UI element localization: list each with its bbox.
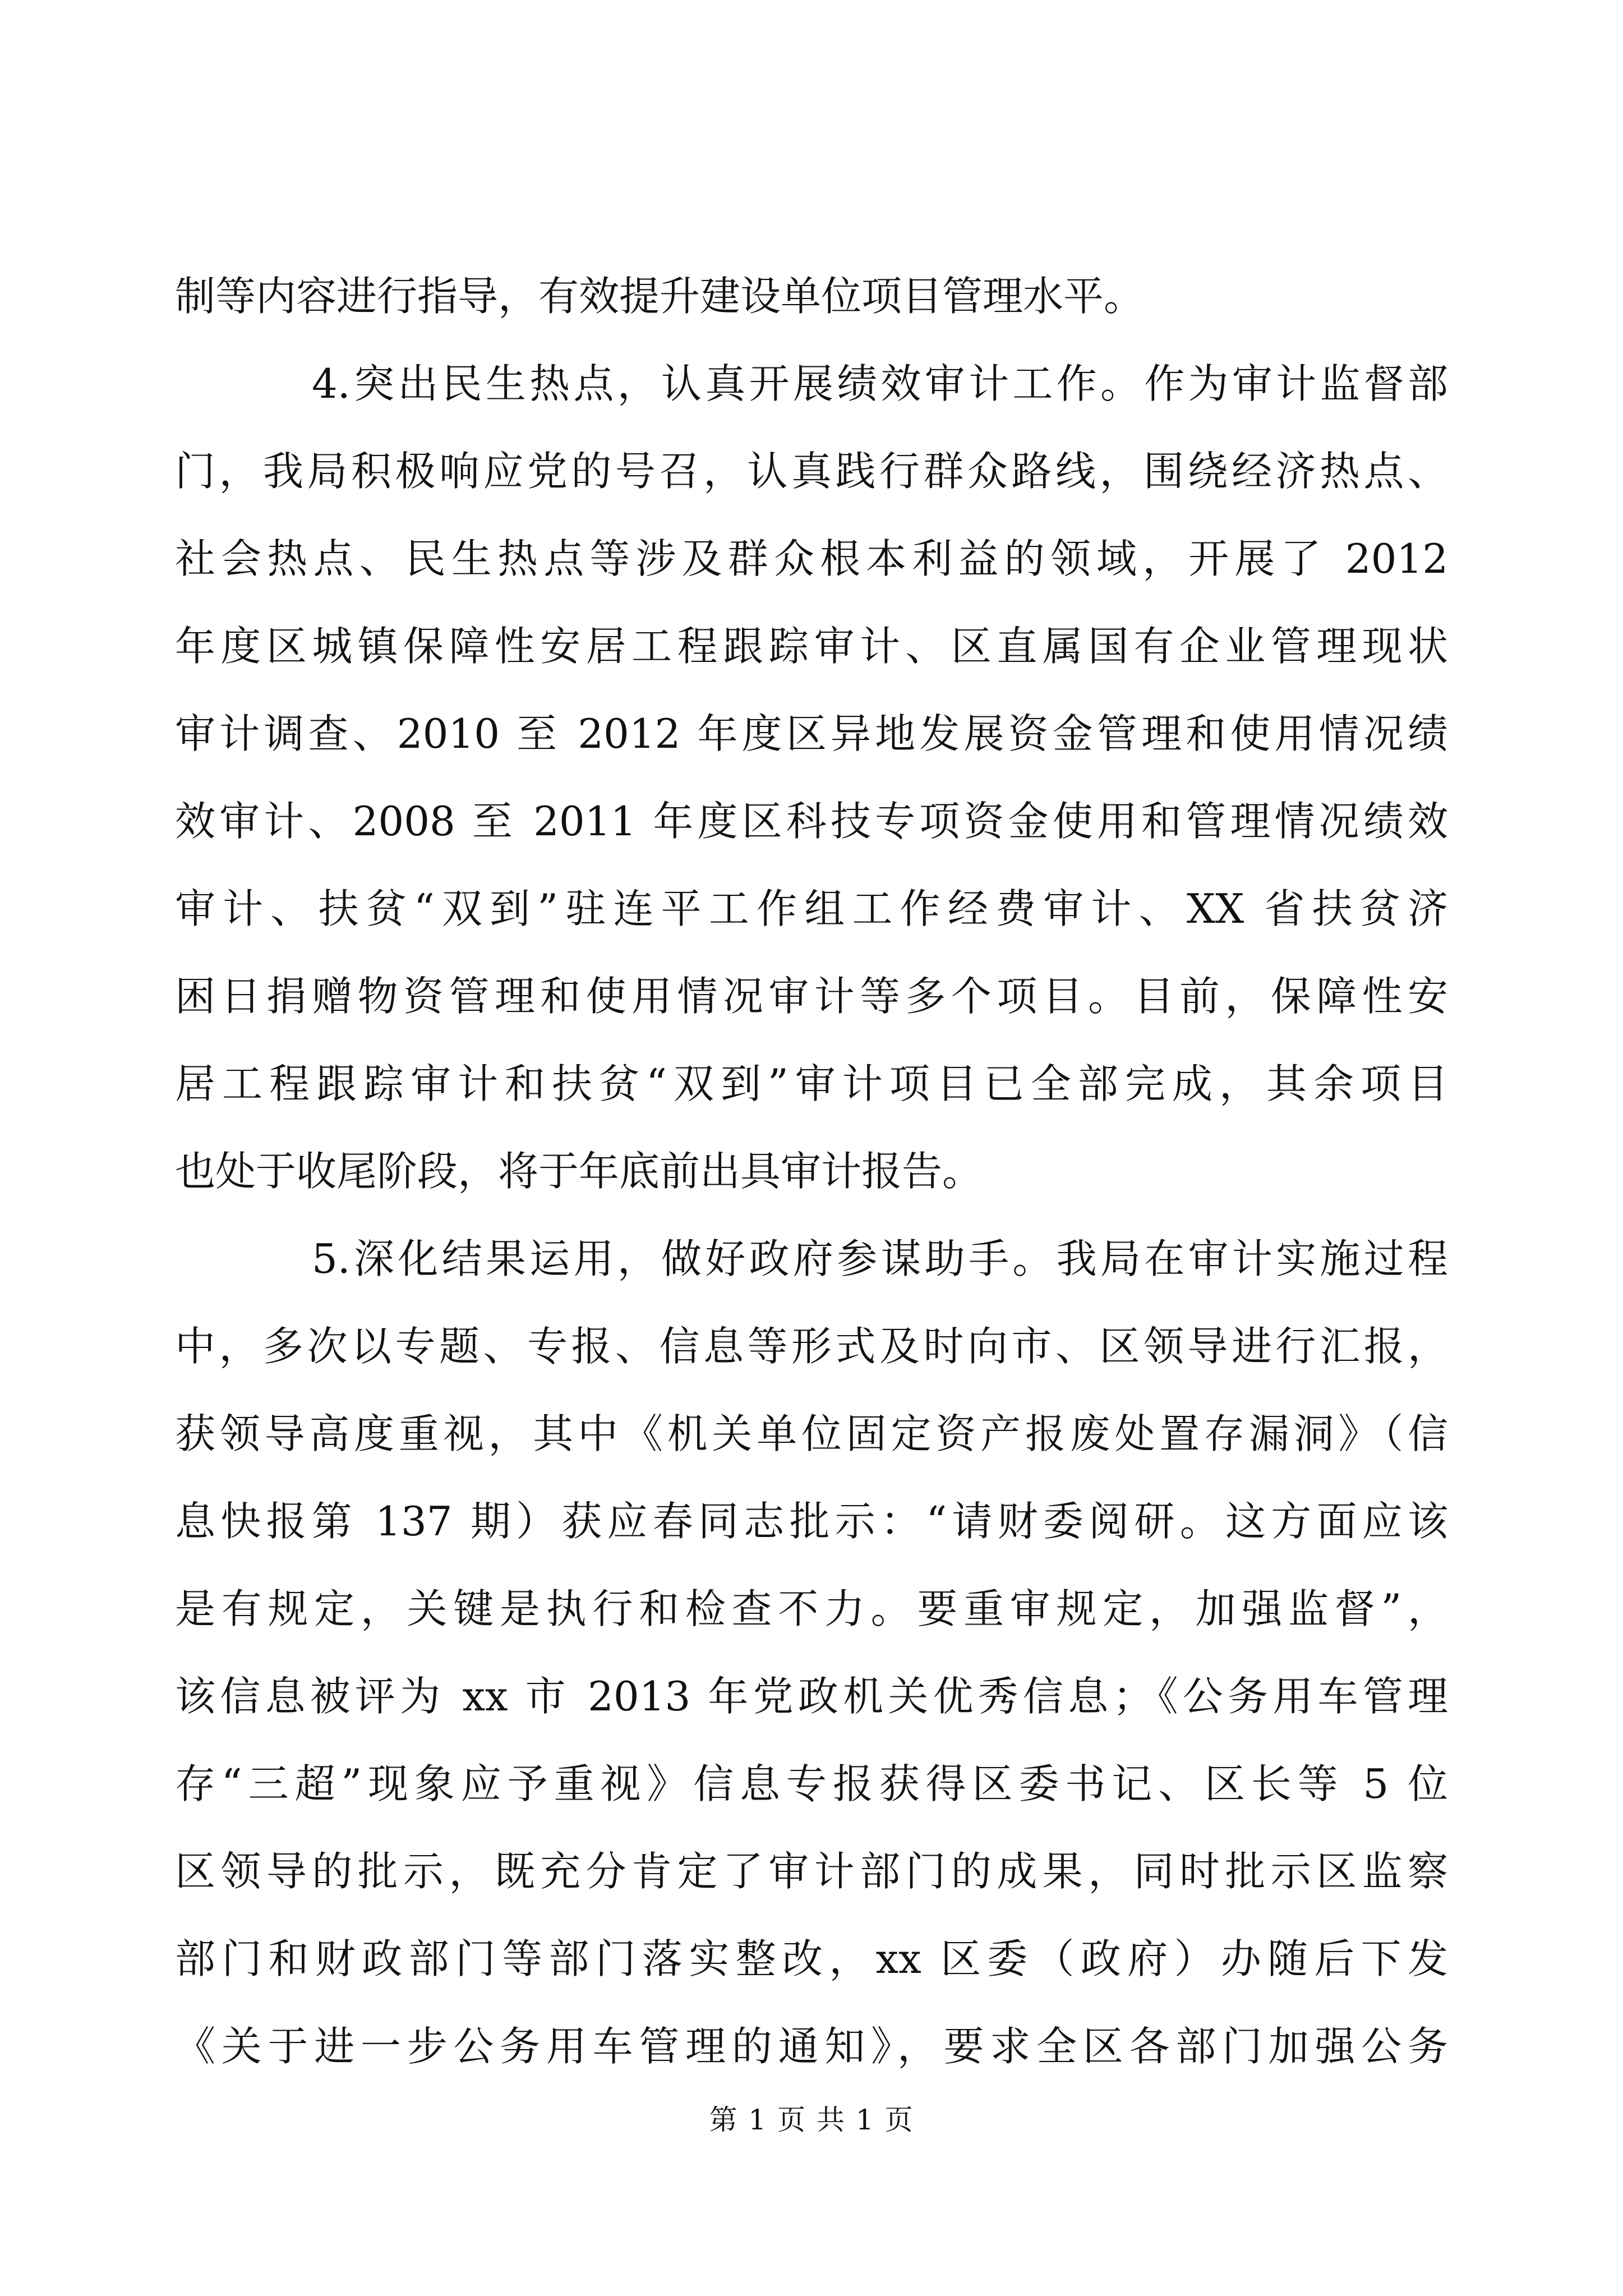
text-line-11: 也处于收尾阶段，将于年底前出具审计报告。 (175, 1148, 983, 1195)
text-line-13: 中，多次以专题、专报、信息等形式及时向市、区领导进行汇报， (175, 1323, 1448, 1370)
text-line-7: 效审计、2008 至 2011 年度区科技专项资金使用和管理情况绩效 (175, 798, 1448, 845)
text-line-4: 社会热点、民生热点等涉及群众根本利益的领域，开展了 2012 (175, 535, 1448, 582)
text-line-20: 部门和财政部门等部门落实整改，xx 区委（政府）办随后下发 (175, 1935, 1448, 1982)
text-line-6: 审计调查、2010 至 2012 年度区异地发展资金管理和使用情况绩 (175, 710, 1448, 757)
text-line-5: 年度区城镇保障性安居工程跟踪审计、区直属国有企业管理现状 (175, 623, 1448, 670)
text-line-10: 居工程跟踪审计和扶贫“双到”审计项目已全部完成，其余项目 (175, 1060, 1448, 1107)
text-line-21: 《关于进一步公务用车管理的通知》，要求全区各部门加强公务 (175, 2023, 1448, 2070)
text-line-14: 获领导高度重视，其中《机关单位固定资产报废处置存漏洞》（信 (175, 1410, 1448, 1457)
body-text (175, 252, 1448, 2090)
text-line-1: 制等内容进行指导，有效提升建设单位项目管理水平。 (175, 273, 1145, 320)
text-line-18: 存“三超”现象应予重视》信息专报获得区委书记、区长等 5 位 (175, 1760, 1448, 1807)
paragraph-5-heading-line: 5.深化结果运用，做好政府参谋助手。我局在审计实施过程 (312, 1235, 1448, 1282)
text-line-15: 息快报第 137 期）获应春同志批示：“请财委阅研。这方面应该 (175, 1498, 1448, 1545)
text-line-16: 是有规定，关键是执行和检查不力。要重审规定，加强监督”， (175, 1585, 1448, 1632)
text-line-17: 该信息被评为 xx 市 2013 年党政机关优秀信息；《公务用车管理 (175, 1673, 1448, 1720)
text-line-3: 门，我局积极响应党的号召，认真践行群众路线，围绕经济热点、 (175, 448, 1448, 495)
paragraph-4-heading-line: 4.突出民生热点，认真开展绩效审计工作。作为审计监督部 (312, 360, 1448, 407)
page-number-footer: 第 1 页 共 1 页 (709, 2104, 914, 2136)
text-line-8: 审计、扶贫“双到”驻连平工作组工作经费审计、XX 省扶贫济 (175, 885, 1448, 932)
text-line-19: 区领导的批示，既充分肯定了审计部门的成果，同时批示区监察 (175, 1848, 1448, 1895)
text-line-9: 困日捐赠物资管理和使用情况审计等多个项目。目前，保障性安 (175, 973, 1448, 1020)
